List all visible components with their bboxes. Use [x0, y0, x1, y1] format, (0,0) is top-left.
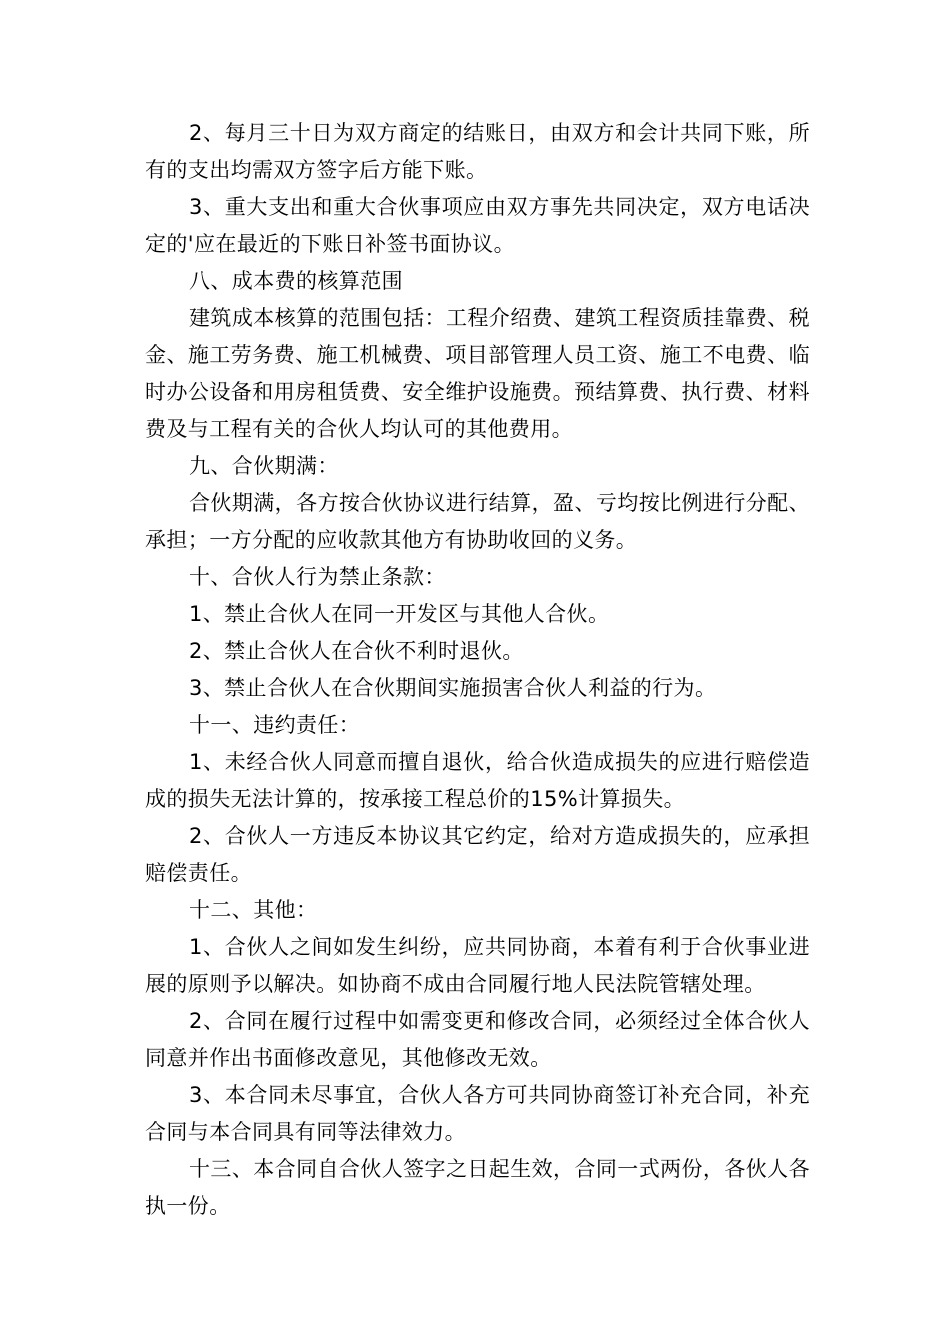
document-body — [145, 115, 810, 1225]
section-heading-term-expiry: 九、合伙期满： — [189, 454, 339, 478]
clause-major-expenses: 3、重大支出和重大合伙事项应由双方事先共同决定，双方电话决定的'应在最近的下账日补签书面协议。 — [145, 195, 810, 256]
clause-other-2: 2、合同在履行过程中如需变更和修改合同，必须经过全体合伙人同意并作出书面修改意见，其他修改无效。 — [145, 1009, 810, 1070]
clause-term-expiry: 合伙期满，各方按合伙协议进行结算，盈、亏均按比例进行分配、承担；一方分配的应收款其他方有协助收回的义务。 — [145, 491, 810, 552]
clause-effective-date: 十三、本合同自合伙人签字之日起生效，合同一式两份，各伙人各执一份。 — [145, 1157, 810, 1218]
clause-cost-scope: 建筑成本核算的范围包括：工程介绍费、建筑工程资质挂靠费、税金、施工劳务费、施工机械费、项目部管理人员工资、施工不电费、临时办公设备和用房租赁费、安全维护设施费。预结算费、执行费、材料费及与工程有关的合伙人均认可的其他费用。 — [145, 306, 810, 441]
clause-prohibition-3: 3、禁止合伙人在合伙期间实施损害合伙人利益的行为。 — [189, 676, 717, 700]
section-heading-other: 十二、其他： — [189, 898, 318, 922]
clause-other-3: 3、本合同未尽事宜，合伙人各方可共同协商签订补充合同，补充合同与本合同具有同等法律效力。 — [145, 1083, 810, 1144]
section-heading-cost-scope: 八、成本费的核算范围 — [189, 269, 403, 293]
clause-settlement-day: 2、每月三十日为双方商定的结账日，由双方和会计共同下账，所有的支出均需双方签字后方能下账。 — [145, 121, 810, 182]
section-heading-liability: 十一、违约责任： — [189, 713, 361, 737]
section-heading-prohibitions: 十、合伙人行为禁止条款： — [189, 565, 446, 589]
clause-prohibition-1: 1、禁止合伙人在同一开发区与其他人合伙。 — [189, 602, 610, 626]
clause-liability-1: 1、未经合伙人同意而擅自退伙，给合伙造成损失的应进行赔偿造成的损失无法计算的，按承接工程总价的15%计算损失。 — [145, 750, 810, 811]
clause-prohibition-2: 2、禁止合伙人在合伙不利时退伙。 — [189, 639, 524, 663]
clause-liability-2: 2、合伙人一方违反本协议其它约定，给对方造成损失的，应承担赔偿责任。 — [145, 824, 810, 885]
clause-other-1: 1、合伙人之间如发生纠纷，应共同协商，本着有利于合伙事业进展的原则予以解决。如协商不成由合同履行地人民法院管辖处理。 — [145, 935, 810, 996]
